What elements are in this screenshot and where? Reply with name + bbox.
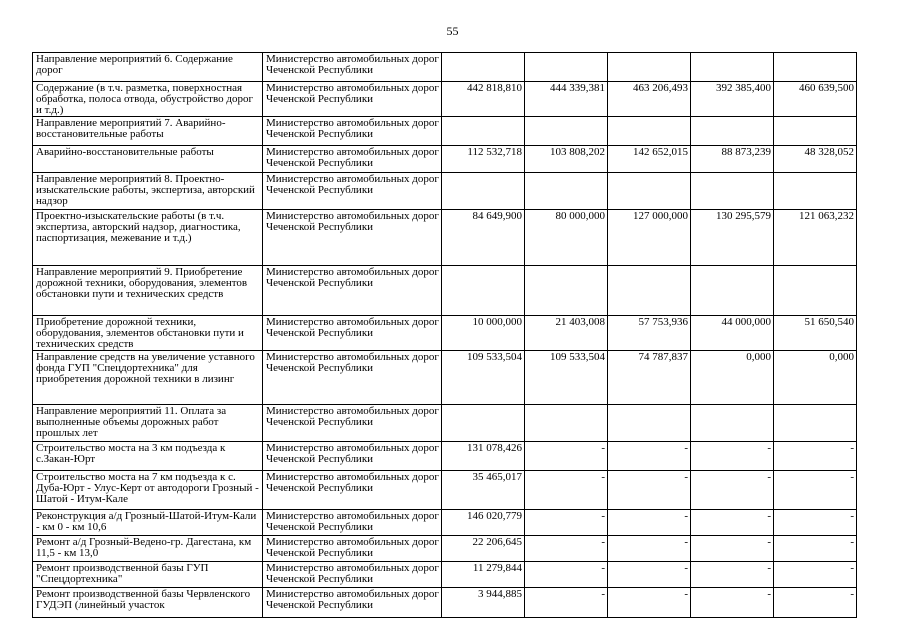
budget-table (32, 52, 857, 618)
row-executor-cell: Министерство автомобильных дорог Чеченской Республики (263, 146, 442, 173)
table-row (33, 562, 857, 588)
row-value-cell: - (525, 442, 608, 471)
table-row (33, 471, 857, 510)
row-value-cell (608, 173, 691, 210)
table-row (33, 442, 857, 471)
row-name-cell: Ремонт производственной базы ГУП "Спецдортехника" (33, 562, 263, 588)
row-value-cell: 11 279,844 (442, 562, 525, 588)
row-executor-cell: Министерство автомобильных дорог Чеченской Республики (263, 442, 442, 471)
row-value-cell: - (525, 562, 608, 588)
row-value-cell: 0,000 (691, 351, 774, 405)
row-value-cell (774, 173, 857, 210)
row-value-cell: - (608, 510, 691, 536)
row-value-cell: - (774, 442, 857, 471)
table-row (33, 536, 857, 562)
row-value-cell: 48 328,052 (774, 146, 857, 173)
row-value-cell (691, 117, 774, 146)
row-executor-cell: Министерство автомобильных дорог Чеченской Республики (263, 510, 442, 536)
row-value-cell: 80 000,000 (525, 210, 608, 266)
table-row (33, 117, 857, 146)
row-value-cell: - (525, 536, 608, 562)
row-value-cell (442, 53, 525, 82)
row-value-cell (525, 405, 608, 442)
row-value-cell: 84 649,900 (442, 210, 525, 266)
row-executor-cell: Министерство автомобильных дорог Чеченской Республики (263, 210, 442, 266)
row-value-cell: - (525, 471, 608, 510)
row-executor-cell: Министерство автомобильных дорог Чеченской Республики (263, 536, 442, 562)
row-name-cell: Аварийно-восстановительные работы (33, 146, 263, 173)
row-value-cell: 109 533,504 (525, 351, 608, 405)
row-name-cell: Реконструкция а/д Грозный-Шатой-Итум-Кали - км 0 - км 10,6 (33, 510, 263, 536)
row-value-cell (691, 173, 774, 210)
row-value-cell (442, 117, 525, 146)
row-name-cell: Содержание (в т.ч. разметка, поверхностная обработка, полоса отвода, обустройство дорог и т.д.) (33, 82, 263, 117)
row-value-cell: - (774, 536, 857, 562)
table-row (33, 146, 857, 173)
row-name-cell: Строительство моста на 7 км подъезда к с. Дуба-Юрт - Улус-Керт от автодороги Грозный - Шатой - Итум-Кале (33, 471, 263, 510)
row-value-cell: 463 206,493 (608, 82, 691, 117)
row-value-cell: - (774, 562, 857, 588)
row-value-cell: 51 650,540 (774, 316, 857, 351)
row-value-cell: 131 078,426 (442, 442, 525, 471)
row-value-cell: 392 385,400 (691, 82, 774, 117)
row-value-cell: - (691, 442, 774, 471)
row-value-cell (608, 53, 691, 82)
row-value-cell: 74 787,837 (608, 351, 691, 405)
table-row (33, 405, 857, 442)
row-value-cell: - (608, 471, 691, 510)
row-value-cell (691, 405, 774, 442)
row-executor-cell: Министерство автомобильных дорог Чеченской Республики (263, 351, 442, 405)
row-value-cell: 22 206,645 (442, 536, 525, 562)
row-value-cell (525, 117, 608, 146)
row-value-cell: 57 753,936 (608, 316, 691, 351)
row-executor-cell: Министерство автомобильных дорог Чеченской Республики (263, 316, 442, 351)
table-row (33, 173, 857, 210)
row-name-cell: Ремонт а/д Грозный-Ведено-гр. Дагестана, км 11,5 - км 13,0 (33, 536, 263, 562)
row-value-cell (691, 266, 774, 316)
row-value-cell (525, 266, 608, 316)
row-executor-cell: Министерство автомобильных дорог Чеченской Республики (263, 405, 442, 442)
row-value-cell (442, 266, 525, 316)
row-value-cell (774, 266, 857, 316)
row-value-cell (774, 53, 857, 82)
table-row (33, 266, 857, 316)
row-value-cell: 88 873,239 (691, 146, 774, 173)
row-value-cell: - (691, 562, 774, 588)
row-value-cell: - (691, 510, 774, 536)
row-value-cell: 127 000,000 (608, 210, 691, 266)
row-executor-cell: Министерство автомобильных дорог Чеченской Республики (263, 117, 442, 146)
row-value-cell: 44 000,000 (691, 316, 774, 351)
row-name-cell: Направление мероприятий 7. Аварийно-восстановительные работы (33, 117, 263, 146)
row-value-cell: 444 339,381 (525, 82, 608, 117)
row-value-cell: 442 818,810 (442, 82, 525, 117)
row-executor-cell: Министерство автомобильных дорог Чеченской Республики (263, 471, 442, 510)
row-value-cell: - (525, 588, 608, 618)
row-name-cell: Проектно-изыскательские работы (в т.ч. экспертиза, авторский надзор, диагностика, паспортизация, межевание и т.д.) (33, 210, 263, 266)
table-row (33, 82, 857, 117)
row-name-cell: Направление мероприятий 11. Оплата за выполненные объемы дорожных работ прошлых лет (33, 405, 263, 442)
row-value-cell: 0,000 (774, 351, 857, 405)
row-value-cell: - (774, 510, 857, 536)
row-value-cell: - (774, 471, 857, 510)
row-name-cell: Приобретение дорожной техники, оборудования, элементов обстановки пути и технических средств (33, 316, 263, 351)
row-value-cell: - (608, 588, 691, 618)
row-value-cell (608, 266, 691, 316)
row-executor-cell: Министерство автомобильных дорог Чеченской Республики (263, 53, 442, 82)
row-value-cell: - (691, 471, 774, 510)
page-number: 55 (446, 24, 459, 38)
row-value-cell: - (608, 536, 691, 562)
row-value-cell (525, 173, 608, 210)
row-value-cell (442, 405, 525, 442)
row-value-cell (608, 405, 691, 442)
row-value-cell (442, 173, 525, 210)
table-row (33, 210, 857, 266)
row-value-cell (525, 53, 608, 82)
row-value-cell: 35 465,017 (442, 471, 525, 510)
row-executor-cell: Министерство автомобильных дорог Чеченской Республики (263, 266, 442, 316)
row-value-cell (691, 53, 774, 82)
row-value-cell: 109 533,504 (442, 351, 525, 405)
row-executor-cell: Министерство автомобильных дорог Чеченской Республики (263, 562, 442, 588)
row-value-cell: 103 808,202 (525, 146, 608, 173)
row-value-cell: - (525, 510, 608, 536)
row-value-cell (774, 405, 857, 442)
row-name-cell: Направление мероприятий 6. Содержание дорог (33, 53, 263, 82)
row-value-cell: 460 639,500 (774, 82, 857, 117)
row-value-cell: 10 000,000 (442, 316, 525, 351)
row-value-cell: 146 020,779 (442, 510, 525, 536)
row-value-cell: 130 295,579 (691, 210, 774, 266)
row-name-cell: Направление мероприятий 9. Приобретение дорожной техники, оборудования, элементов обстановки пути и технических средств (33, 266, 263, 316)
row-name-cell: Ремонт производственной базы Червленского ГУДЭП (линейный участок (33, 588, 263, 618)
row-executor-cell: Министерство автомобильных дорог Чеченской Республики (263, 173, 442, 210)
row-executor-cell: Министерство автомобильных дорог Чеченской Республики (263, 82, 442, 117)
row-value-cell: 142 652,015 (608, 146, 691, 173)
row-value-cell (774, 117, 857, 146)
row-value-cell: - (774, 588, 857, 618)
row-name-cell: Направление мероприятий 8. Проектно-изыскательские работы, экспертиза, авторский надзор (33, 173, 263, 210)
table-row (33, 510, 857, 536)
row-value-cell: - (608, 442, 691, 471)
table-row (33, 316, 857, 351)
row-value-cell (608, 117, 691, 146)
row-value-cell: - (608, 562, 691, 588)
row-value-cell: 3 944,885 (442, 588, 525, 618)
table-row (33, 588, 857, 618)
table-row (33, 53, 857, 82)
row-value-cell: - (691, 536, 774, 562)
row-value-cell: 112 532,718 (442, 146, 525, 173)
table-row (33, 351, 857, 405)
row-name-cell: Строительство моста на 3 км подъезда к с.Закан-Юрт (33, 442, 263, 471)
row-executor-cell: Министерство автомобильных дорог Чеченской Республики (263, 588, 442, 618)
row-value-cell: - (691, 588, 774, 618)
row-name-cell: Направление средств на увеличение уставного фонда ГУП "Спецдортехника" для приобретения дорожной техники в лизинг (33, 351, 263, 405)
row-value-cell: 121 063,232 (774, 210, 857, 266)
row-value-cell: 21 403,008 (525, 316, 608, 351)
budget-table-body (33, 53, 857, 618)
